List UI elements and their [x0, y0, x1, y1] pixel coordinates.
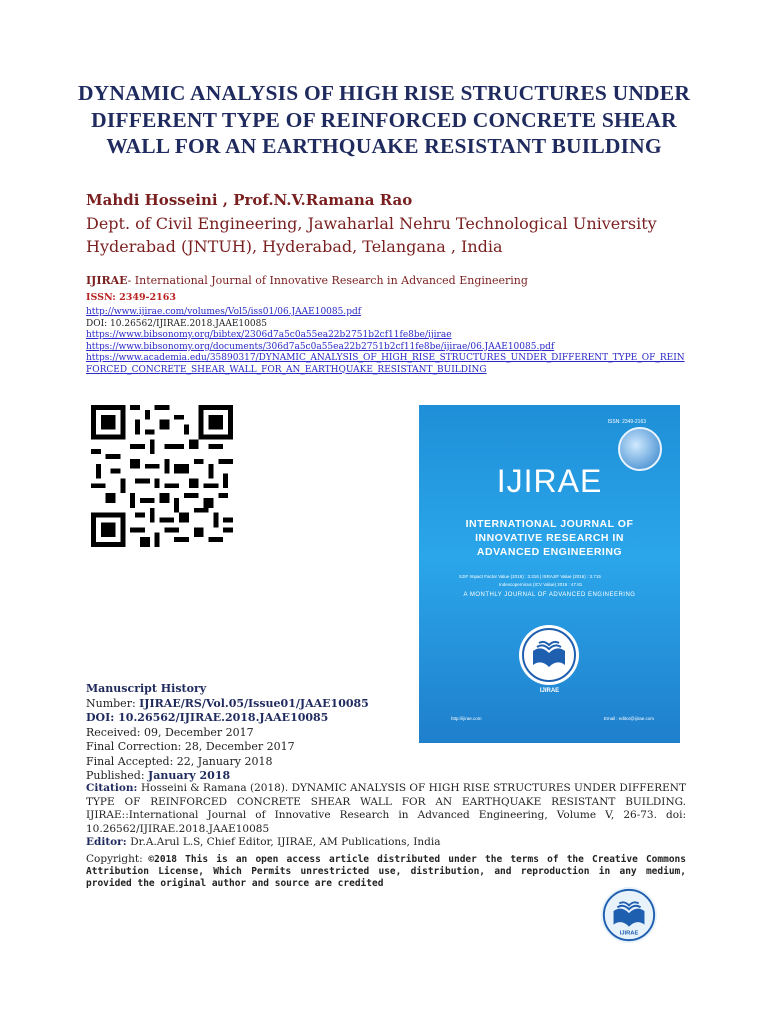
- published-value: January 2018: [148, 769, 231, 782]
- copyright-text: ©2018 This is an open access article distributed under the terms of the Creative Commons Attribution License, Which Permits unrestricted use, distribution, and reproduction in any medium, provided the original author and source are credited: [86, 854, 686, 889]
- cover-journal-name: [419, 517, 680, 559]
- link-bibsonomy-documents[interactable]: https://www.bibsonomy.org/documents/306d7a5c0a55ea22b2751b2cf11fe8be/ijirae/06.JAAE10085.pdf: [86, 341, 555, 352]
- cover-impact-line2: Indexcopernicus (ICV Value) 2016 : 47.81: [499, 582, 583, 587]
- cover-brand: IJIRAE: [496, 463, 603, 499]
- copyright-block: [86, 853, 686, 890]
- cover-website: http://ijirae.com: [451, 716, 482, 721]
- published-label: Published:: [86, 769, 149, 782]
- authors: Mahdi Hosseini , Prof.N.V.Ramana Rao: [86, 191, 413, 209]
- editor-label: Editor:: [86, 836, 131, 848]
- history-doi: DOI: 10.26562/IJIRAE.2018.JAAE10085: [86, 711, 329, 724]
- link-academia[interactable]: https://www.academia.edu/35890317/DYNAMIC_ANALYSIS_OF_HIGH_RISE_STRUCTURES_UNDER_DIFFERENT_TYPE_OF_REINFORCED_CONCRETE_SHEAR_WALL_FOR_AN_EARTHQUAKE_RESISTANT_BUILDING: [86, 353, 685, 375]
- cover-impact: [459, 573, 601, 589]
- qr-code-icon: [88, 405, 236, 547]
- history-heading: Manuscript History: [86, 682, 207, 695]
- citation-text: Hosseini & Ramana (2018). DYNAMIC ANALYSIS OF HIGH RISE STRUCTURES UNDER DIFFERENT TYPE OF REINFORCED CONCRETE SHEAR WALL FOR AN EARTHQUAKE RESISTANT BUILDING. IJIRAE::International Journal of Innovative Research in Advanced Engineering, Volume V, 26-73. doi: 10.26562/IJIRAE.2018.JAAE10085: [86, 782, 686, 835]
- editor-text: Dr.A.Arul L.S, Chief Editor, IJIRAE, AM Publications, India: [130, 836, 441, 848]
- number-label: Number:: [86, 696, 140, 710]
- issn: ISSN: 2349-2163: [86, 292, 176, 303]
- journal-fullname: - International Journal of Innovative Research in Advanced Engineering: [127, 274, 528, 287]
- journal-name: [86, 274, 528, 287]
- history-received: Received: 09, December 2017: [86, 725, 254, 739]
- history-final-correction: Final Correction: 28, December 2017: [86, 740, 295, 753]
- history-number: [86, 697, 686, 712]
- journal-abbr: IJIRAE: [86, 274, 128, 287]
- affiliation: Dept. of Civil Engineering, Jawaharlal Nehru Technological University Hyderabad (JNTUH), Hyderabad, Telangana , India: [86, 214, 657, 256]
- doi-text: DOI: 10.26562/IJIRAE.2018.JAAE10085: [86, 318, 268, 329]
- paper-title: DYNAMIC ANALYSIS OF HIGH RISE STRUCTURES UNDER DIFFERENT TYPE OF REINFORCED CONCRETE SHEAR WALL FOR AN EARTHQUAKE RESISTANT BUILDING: [77, 81, 691, 158]
- ijirae-logo-icon: [600, 886, 658, 944]
- cover-name-line3: ADVANCED ENGINEERING: [476, 546, 623, 558]
- link-bibsonomy-bibtex[interactable]: https://www.bibsonomy.org/bibtex/2306d7a5c0a55ea22b2751b2cf11fe8be/ijirae: [86, 330, 452, 340]
- link-ijirae-pdf[interactable]: http://www.ijirae.com/volumes/Vol5/iss01/06.JAAE10085.pdf: [86, 307, 362, 317]
- cover-issn: ISSN: 2349-2163: [607, 419, 646, 425]
- manuscript-history: [86, 682, 686, 784]
- cover-impact-line1: SJIF Impact Factor Value (2016) : 3.316 | ISRAJIF Value (2016) : 3.715: [459, 574, 601, 579]
- ijirae-book-logo-icon: [519, 625, 579, 685]
- citation-label: Citation:: [86, 782, 142, 794]
- cover-name-line2: INNOVATIVE RESEARCH IN: [475, 532, 624, 544]
- link-list: [86, 307, 686, 376]
- cover-logo-text: IJIRAE: [539, 688, 560, 694]
- editor-line: [86, 836, 686, 850]
- cover-name-line1: INTERNATIONAL JOURNAL OF: [465, 518, 634, 530]
- history-final-accepted: Final Accepted: 22, January 2018: [86, 754, 273, 768]
- logo-text: IJIRAE: [619, 930, 639, 937]
- cover-monthly: A MONTHLY JOURNAL OF ADVANCED ENGINEERING: [463, 592, 636, 598]
- citation-block: [86, 782, 686, 850]
- copyright-label: Copyright:: [86, 853, 149, 865]
- cover-email: Email : editor@ijirae.com: [603, 716, 654, 721]
- number-value: IJIRAE/RS/Vol.05/Issue01/JAAE10085: [139, 696, 369, 710]
